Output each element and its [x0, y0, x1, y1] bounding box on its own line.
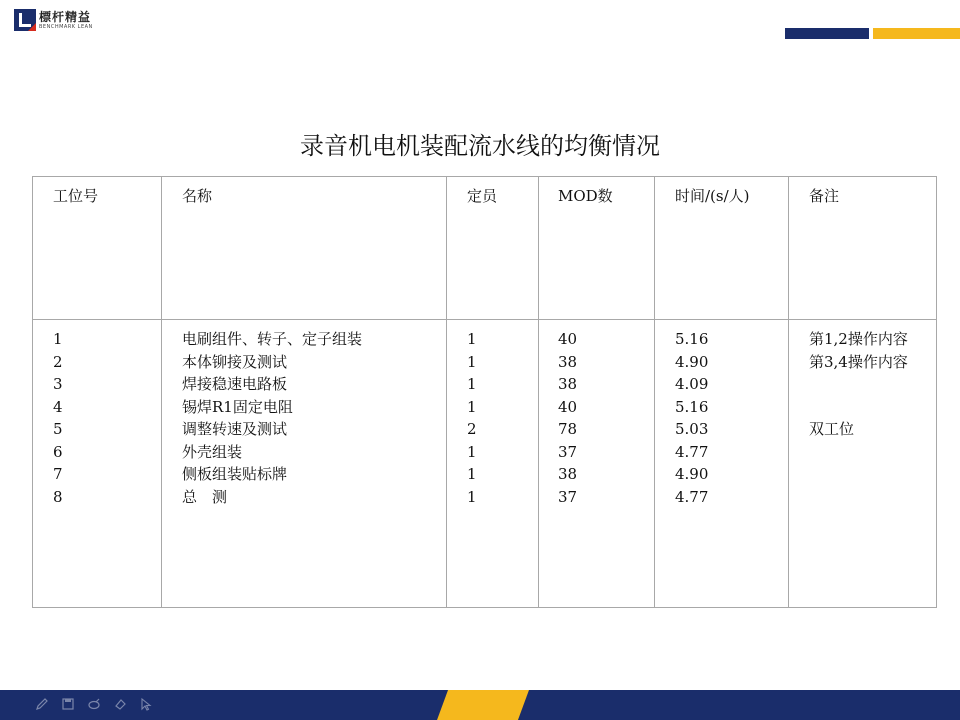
- note-cell: [809, 486, 936, 509]
- table-header-row: [33, 177, 937, 320]
- header-accent-navy: [785, 28, 869, 39]
- mod-cell: 78: [558, 420, 578, 438]
- station-cell: 7: [53, 465, 63, 483]
- balance-table: [32, 176, 937, 608]
- header-name: 名称: [162, 177, 447, 320]
- logo-text: [39, 11, 93, 30]
- name-cell: 侧板组装贴标牌: [182, 465, 288, 483]
- time-cell: 4.77: [675, 487, 709, 506]
- pointer-icon[interactable]: [138, 696, 154, 712]
- station-column: [33, 320, 162, 608]
- station-cell: 1: [53, 330, 63, 348]
- station-cell: 3: [53, 375, 63, 393]
- station-cell: 2: [53, 352, 63, 371]
- note-cell: [809, 463, 936, 486]
- name-cell: 调整转速及测试: [182, 420, 288, 438]
- note-cell: 双工位: [809, 420, 855, 438]
- mod-cell: 40: [558, 397, 578, 416]
- name-cell: 本体铆接及测试: [182, 352, 288, 371]
- logo-name-en: BENCHMARK LEAN: [39, 23, 93, 30]
- name-cell: 电刷组件、转子、定子组装: [182, 330, 363, 348]
- logo-name-cn: 標杆精益: [39, 9, 92, 24]
- header-accent-yellow: [873, 28, 960, 39]
- mod-cell: 38: [558, 375, 578, 393]
- header-station: 工位号: [33, 177, 162, 320]
- time-column: [655, 320, 789, 608]
- slideshow-toolbar: [34, 692, 154, 716]
- time-cell: 4.09: [675, 375, 709, 393]
- time-cell: 5.16: [675, 330, 709, 348]
- note-cell: 第3,4操作内容: [809, 352, 908, 371]
- mod-cell: 37: [558, 487, 578, 506]
- staff-cell: 1: [467, 487, 477, 506]
- pen-icon[interactable]: [34, 696, 50, 712]
- note-cell: [809, 396, 936, 419]
- table-body-row: [33, 320, 937, 608]
- name-cell: 总 测: [182, 487, 228, 506]
- footer-accent-yellow: [437, 690, 529, 720]
- time-cell: 5.16: [675, 397, 709, 416]
- header-staff: 定员: [447, 177, 539, 320]
- time-cell: 4.90: [675, 352, 709, 371]
- staff-cell: 1: [467, 465, 477, 483]
- highlighter-icon[interactable]: [86, 696, 102, 712]
- mod-column: [539, 320, 655, 608]
- eraser-icon[interactable]: [112, 696, 128, 712]
- mod-cell: 40: [558, 330, 578, 348]
- header-time: 时间/(s/人): [655, 177, 789, 320]
- name-cell: 焊接稳速电路板: [182, 375, 288, 393]
- note-cell: 第1,2操作内容: [809, 330, 908, 348]
- time-cell: 5.03: [675, 420, 709, 438]
- staff-cell: 1: [467, 352, 477, 371]
- staff-column: [447, 320, 539, 608]
- name-cell: 锡焊R1固定电阻: [182, 397, 293, 416]
- slide-title: 录音机电机装配流水线的均衡情况: [300, 132, 660, 160]
- station-cell: 6: [53, 442, 63, 461]
- staff-cell: 1: [467, 397, 477, 416]
- staff-cell: 1: [467, 442, 477, 461]
- staff-cell: 1: [467, 330, 477, 348]
- logo-mark-icon: [14, 9, 36, 31]
- mod-cell: 37: [558, 442, 578, 461]
- mod-cell: 38: [558, 465, 578, 483]
- station-cell: 4: [53, 397, 63, 416]
- station-cell: 8: [53, 487, 63, 506]
- name-cell: 外壳组装: [182, 442, 243, 461]
- name-column: [162, 320, 447, 608]
- header-note: 备注: [789, 177, 937, 320]
- header-mod: MOD数: [539, 177, 655, 320]
- staff-cell: 2: [467, 420, 477, 438]
- station-cell: 5: [53, 420, 63, 438]
- company-logo: [14, 8, 93, 32]
- save-icon[interactable]: [60, 696, 76, 712]
- time-cell: 4.77: [675, 442, 709, 461]
- note-cell: [809, 373, 936, 396]
- time-cell: 4.90: [675, 465, 709, 483]
- note-cell: [809, 441, 936, 464]
- staff-cell: 1: [467, 375, 477, 393]
- mod-cell: 38: [558, 352, 578, 371]
- note-column: [789, 320, 937, 608]
